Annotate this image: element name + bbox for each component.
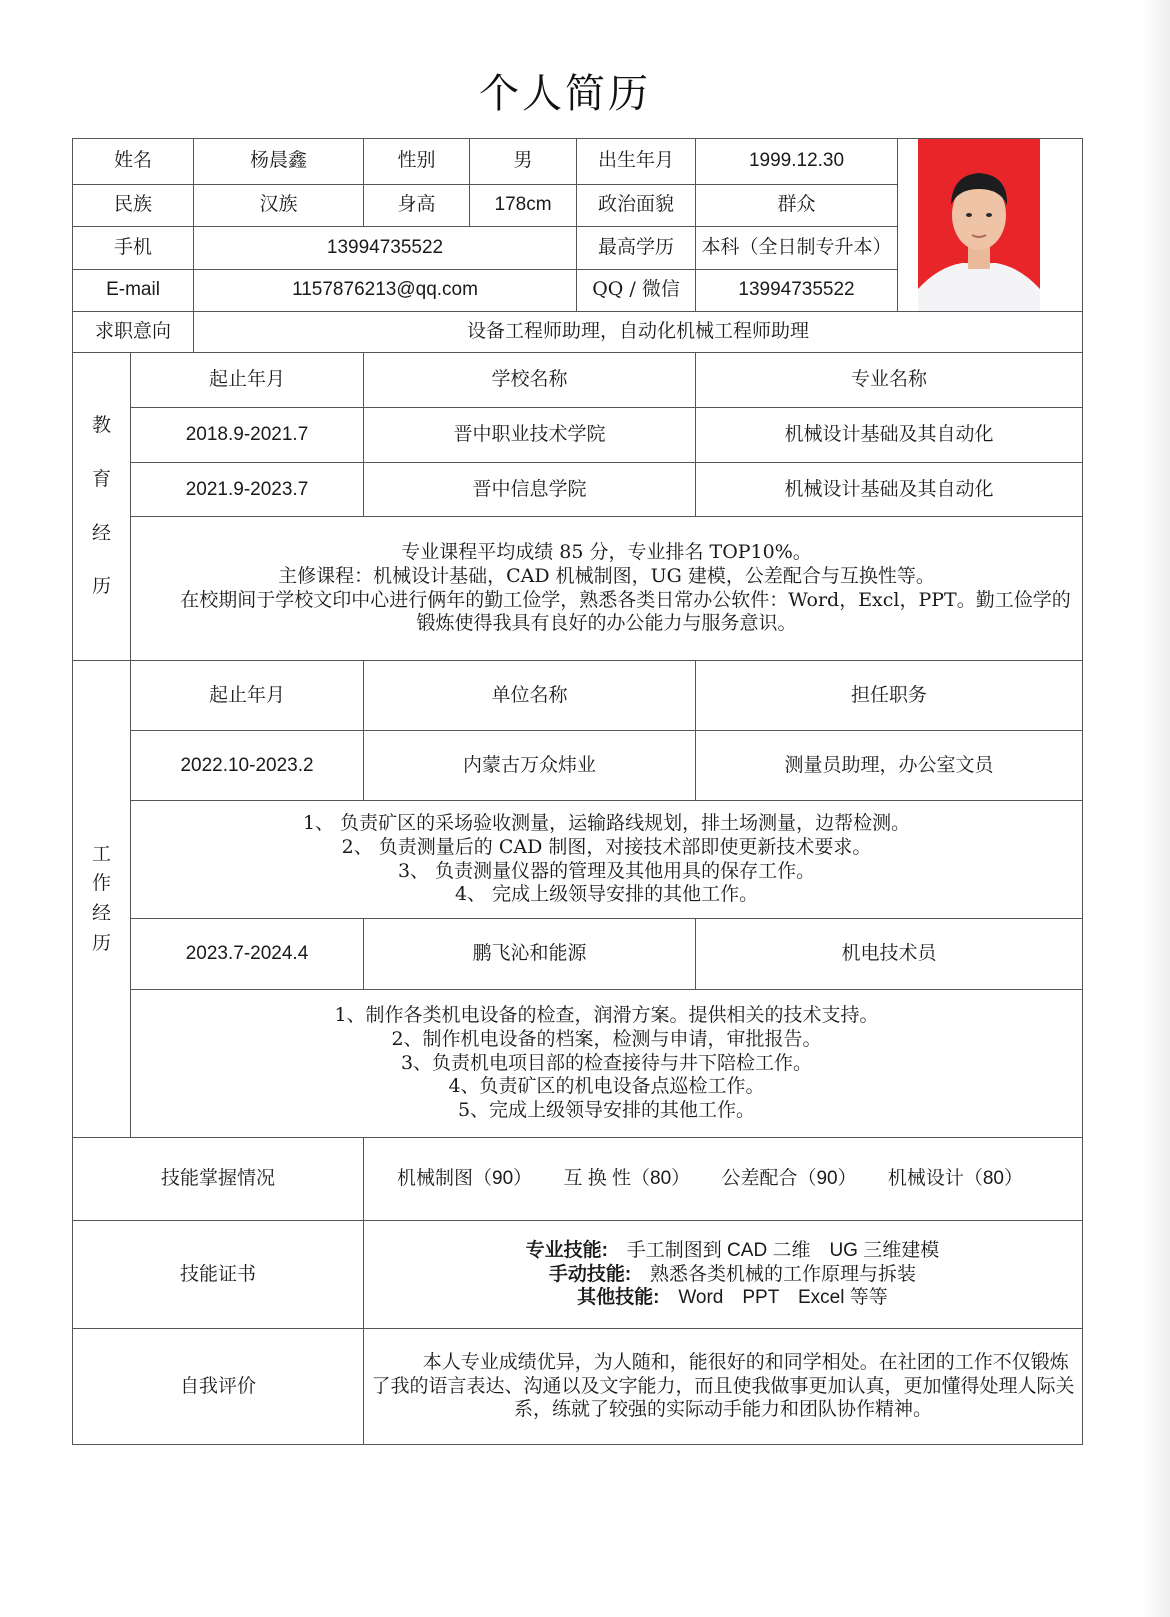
education-notes — [131, 517, 1083, 661]
edu-school: 晋中信息学院 — [364, 463, 696, 517]
duty-item: 4、 完成上级领导安排的其他工作。 — [454, 883, 759, 906]
gender-label: 性别 — [364, 139, 470, 185]
qq-label: QQ / 微信 — [577, 269, 696, 311]
photo-cell — [898, 139, 1083, 312]
page-title: 个人简历 — [479, 71, 651, 117]
job-company: 内蒙古万众炜业 — [364, 731, 696, 801]
phone-label: 手机 — [73, 227, 194, 269]
cert-value: 熟悉各类机械的工作原理与拆装 — [650, 1263, 917, 1285]
certificates-list — [364, 1221, 1083, 1329]
job-duties — [131, 801, 1083, 919]
edu-period: 2021.9-2023.7 — [131, 463, 364, 517]
duty-item: 1、制作各类机电设备的检查，润滑方案。提供相关的技术支持。 — [334, 1004, 879, 1027]
skills-label: 技能掌握情况 — [73, 1138, 364, 1221]
work-header-company: 单位名称 — [364, 661, 696, 731]
height-label: 身高 — [364, 184, 470, 226]
edu-header-school: 学校名称 — [364, 353, 696, 408]
resume-table — [72, 138, 1083, 1445]
evaluation-label: 自我评价 — [73, 1329, 364, 1445]
duty-item: 2、 负责测量后的 CAD 制图，对接技术部即使更新技术要求。 — [341, 835, 872, 858]
birth-value: 1999.12.30 — [696, 139, 898, 185]
edu-note: 主修课程：机械设计基础，CAD 机械制图，UG 建模，公差配合与互换性等。 — [278, 564, 935, 587]
duty-item: 3、负责机电项目部的检查接待与井下陪检工作。 — [400, 1051, 813, 1074]
page-edge-shadow — [1142, 0, 1170, 1617]
duty-item: 3、 负责测量仪器的管理及其他用具的保存工作。 — [397, 859, 816, 882]
ethnic-label: 民族 — [73, 184, 194, 226]
gender-value: 男 — [470, 139, 577, 185]
edu-note: 在校期间于学校文印中心进行俩年的勤工俭学，熟悉各类日常办公软件：Word，Excl，PPT。勤工俭学的锻炼使得我具有良好的办公能力与服务意识。 — [180, 588, 1071, 635]
cert-value: Word PPT Excel 等等 — [678, 1287, 888, 1309]
degree-value: 本科（全日制专升本） — [696, 227, 898, 269]
job-period: 2022.10-2023.2 — [131, 731, 364, 801]
edu-major: 机械设计基础及其自动化 — [696, 463, 1083, 517]
email-value: 1157876213@qq.com — [194, 269, 577, 311]
degree-label: 最高学历 — [577, 227, 696, 269]
job-position: 机电技术员 — [696, 919, 1083, 990]
name-label: 姓名 — [73, 139, 194, 185]
duty-item: 1、 负责矿区的采场验收测量，运输路线规划，排土场测量，边帮检测。 — [302, 812, 911, 834]
objective-label: 求职意向 — [73, 312, 194, 353]
skill-item: 机械制图（90） — [397, 1168, 533, 1190]
height-value: 178cm — [470, 184, 577, 226]
birth-label: 出生年月 — [577, 139, 696, 185]
political-label: 政治面貌 — [577, 184, 696, 226]
skills-list — [364, 1138, 1083, 1221]
cert-key: 其他技能: — [577, 1287, 660, 1309]
work-header-period: 起止年月 — [131, 661, 364, 731]
name-value: 杨晨鑫 — [194, 139, 364, 185]
edu-note: 专业课程平均成绩 85 分，专业排名 TOP10%。 — [401, 541, 812, 563]
phone-value: 13994735522 — [194, 227, 577, 269]
edu-header-major: 专业名称 — [696, 353, 1083, 408]
cert-value: 手工制图到 CAD 二维 UG 三维建模 — [626, 1239, 940, 1261]
job-position: 测量员助理，办公室文员 — [696, 731, 1083, 801]
job-period: 2023.7-2024.4 — [131, 919, 364, 990]
duty-item: 5、完成上级领导安排的其他工作。 — [457, 1099, 756, 1122]
edu-school: 晋中职业技术学院 — [364, 408, 696, 463]
cert-key: 专业技能: — [525, 1239, 608, 1261]
job-company: 鹏飞沁和能源 — [364, 919, 696, 990]
political-value: 群众 — [696, 184, 898, 226]
skill-item: 互 换 性（80） — [563, 1168, 691, 1190]
edu-header-period: 起止年月 — [131, 353, 364, 408]
education-section-label: 教 育 经 历 — [73, 353, 131, 661]
duty-item: 2、制作机电设备的档案，检测与申请，审批报告。 — [391, 1027, 822, 1050]
portrait-photo — [918, 139, 1040, 311]
edu-period: 2018.9-2021.7 — [131, 408, 364, 463]
certificates-label: 技能证书 — [73, 1221, 364, 1329]
objective-value: 设备工程师助理，自动化机械工程师助理 — [194, 312, 1083, 353]
qq-value: 13994735522 — [696, 269, 898, 311]
ethnic-value: 汉族 — [194, 184, 364, 226]
work-section-label: 工 作 经 历 — [73, 661, 131, 1138]
job-duties — [131, 990, 1083, 1138]
email-label: E-mail — [73, 269, 194, 311]
work-header-position: 担任职务 — [696, 661, 1083, 731]
edu-major: 机械设计基础及其自动化 — [696, 408, 1083, 463]
evaluation-text: 本人专业成绩优异，为人随和，能很好的和同学相处。在社团的工作不仅锻炼了我的语言表达、沟通以及文字能力，而且使我做事更加认真，更加懂得处理人际关系，练就了较强的实际动手能力和团队协作精神。 — [364, 1329, 1083, 1445]
duty-item: 4、负责矿区的机电设备点巡检工作。 — [448, 1075, 765, 1098]
cert-key: 手动技能: — [548, 1263, 632, 1285]
skill-item: 公差配合（90） — [721, 1168, 857, 1190]
skill-item: 机械设计（80） — [887, 1168, 1023, 1190]
